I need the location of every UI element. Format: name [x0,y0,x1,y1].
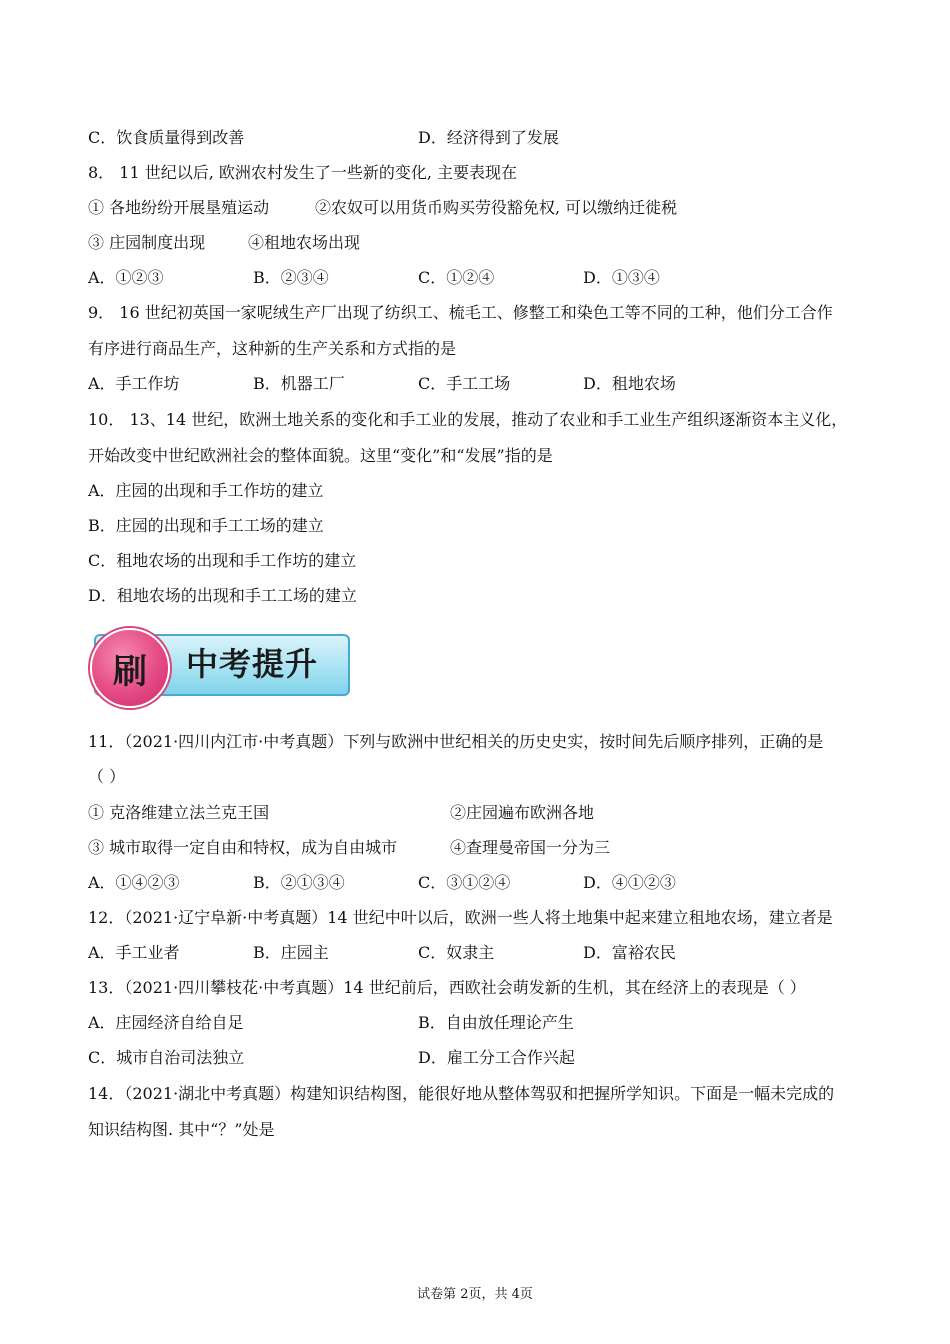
q9-option-d: D．租地农场 [583,374,676,393]
q8-item-4: ④租地农场出现 [248,233,361,252]
q8-item-2: ②农奴可以用货币购买劳役豁免权, 可以缴纳迁徙税 [315,198,678,217]
q9-option-b: B．机器工厂 [253,374,345,393]
q11-item-3: ③ 城市取得一定自由和特权，成为自由城市 [88,838,398,857]
q12-option-d: D．富裕农民 [583,943,676,962]
q12-option-a: A．手工业者 [88,943,180,962]
banner-badge [90,628,170,708]
section-banner [90,628,352,710]
banner-title: 中考提升 [186,645,319,683]
q11-option-d: D．④①②③ [583,873,676,892]
q10-stem-line-2: 开始改变中世纪欧洲社会的整体面貌。这里“变化”和“发展”指的是 [88,446,553,465]
q13-option-b: B．自由放任理论产生 [418,1013,574,1032]
q7-option-c: C．饮食质量得到改善 [88,128,245,147]
q14-stem-line-1: 14．（2021·湖北中考真题）构建知识结构图，能很好地从整体驾驭和把握所学知识。下面是一幅未完成的 [88,1084,835,1103]
q8-item-1: ① 各地纷纷开展垦殖运动 [88,198,270,217]
banner-badge-char: 刷 [113,651,147,692]
q8-item-3: ③ 庄园制度出现 [88,233,206,252]
q10-option-a: A．庄园的出现和手工作坊的建立 [88,481,324,500]
q11-option-c: C．③①②④ [418,873,511,892]
q11-item-1: ① 克洛维建立法兰克王国 [88,803,270,822]
q10-option-c: C．租地农场的出现和手工作坊的建立 [88,551,357,570]
q12-option-c: C．奴隶主 [418,943,495,962]
q13-option-c: C．城市自治司法独立 [88,1048,245,1067]
q8-option-b: B．②③④ [253,268,329,287]
q12-stem: 12．（2021·辽宁阜新·中考真题）14 世纪中叶以后，欧洲一些人将土地集中起来建立租地农场，建立者是 [88,908,833,927]
q13-option-d: D．雇工分工合作兴起 [418,1048,575,1067]
q9-option-c: C．手工工场 [418,374,511,393]
q7-option-d: D．经济得到了发展 [418,128,559,147]
q14-stem-line-2: 知识结构图. 其中“？”处是 [88,1120,275,1139]
q13-option-a: A．庄园经济自给自足 [88,1013,244,1032]
q12-option-b: B．庄园主 [253,943,329,962]
q10-option-d: D．租地农场的出现和手工工场的建立 [88,586,357,605]
q8-option-c: C．①②④ [418,268,495,287]
q8-stem: 8． 11 世纪以后, 欧洲农村发生了一些新的变化, 主要表现在 [88,163,518,182]
q8-option-a: A．①②③ [88,268,164,287]
q13-stem: 13．（2021·四川攀枝花·中考真题）14 世纪前后，西欧社会萌发新的生机，其在经济上的表现是（ ） [88,978,806,997]
q11-option-a: A．①④②③ [88,873,180,892]
q9-stem-line-2: 有序进行商品生产，这种新的生产关系和方式指的是 [88,339,457,358]
q10-stem-line-1: 10． 13、14 世纪，欧洲土地关系的变化和手工业的发展，推动了农业和手工业生产组织逐渐资本主义化， [88,410,848,429]
q11-item-4: ④查理曼帝国一分为三 [450,838,611,857]
q11-option-b: B．②①③④ [253,873,345,892]
page-footer: 试卷第 2页，共 4页 [417,1287,533,1302]
q11-stem-line-1: 11．（2021·四川内江市·中考真题）下列与欧洲中世纪相关的历史史实，按时间先后顺序排列，正确的是 [88,732,824,751]
q11-answer-bracket: （ ） [88,767,126,786]
q9-option-a: A．手工作坊 [88,374,180,393]
q8-option-d: D．①③④ [583,268,660,287]
q11-item-2: ②庄园遍布欧洲各地 [450,803,595,822]
q9-stem-line-1: 9． 16 世纪初英国一家呢绒生产厂出现了纺织工、梳毛工、修整工和染色工等不同的工种，他们分工合作 [88,303,833,322]
q10-option-b: B．庄园的出现和手工工场的建立 [88,516,324,535]
